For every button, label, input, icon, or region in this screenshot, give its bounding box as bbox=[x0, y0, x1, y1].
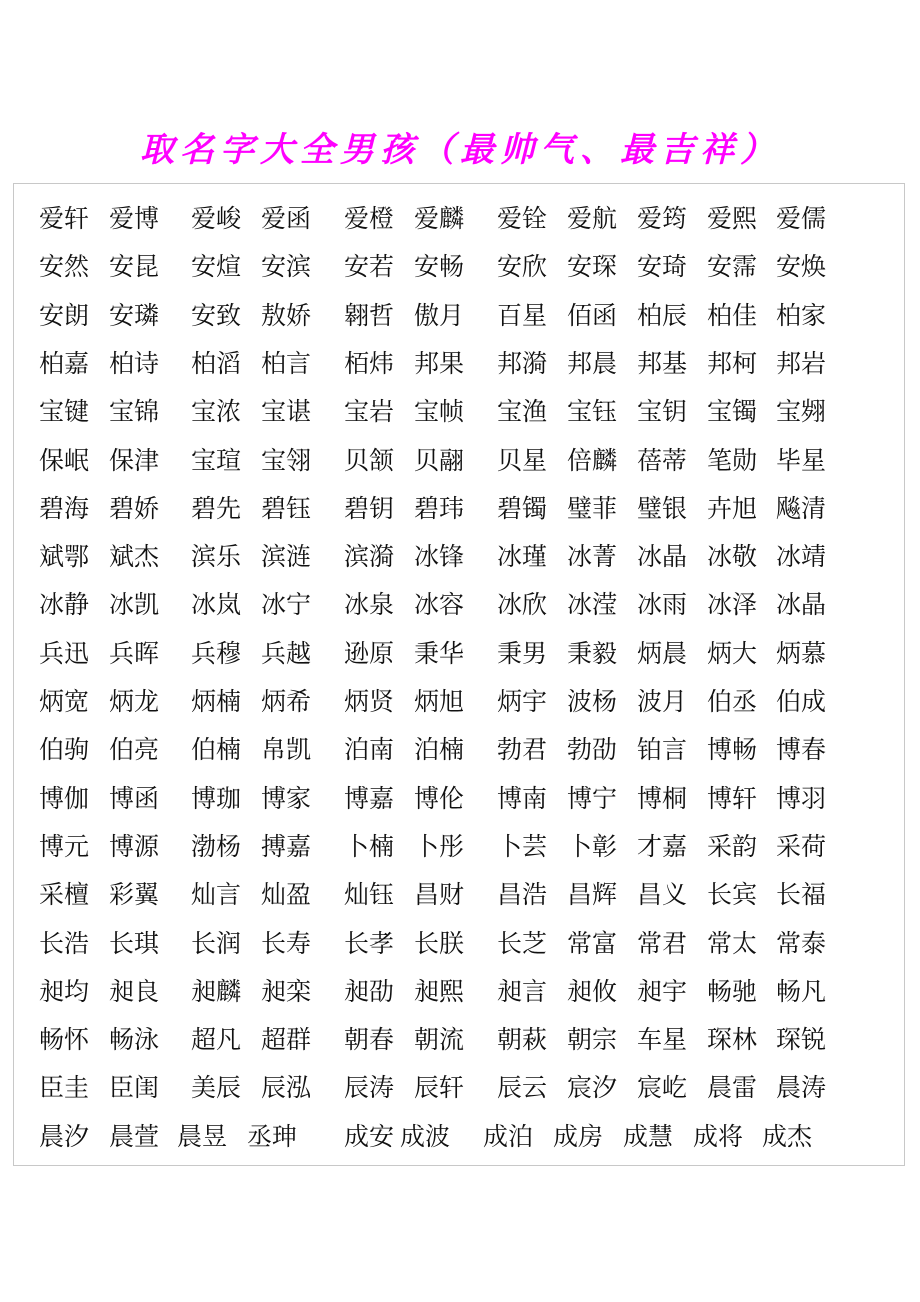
name-entry: 滨涟 bbox=[261, 542, 312, 572]
name-entry: 渤杨 bbox=[191, 831, 242, 861]
name-entry: 爱轩 bbox=[39, 204, 90, 233]
name-entry: 丞珅 bbox=[247, 1121, 298, 1151]
name-entry: 采荷 bbox=[776, 831, 827, 861]
name-entry: 晨涛 bbox=[776, 1073, 827, 1103]
name-entry: 博家 bbox=[261, 783, 312, 813]
name-entry: 卜彰 bbox=[567, 831, 618, 861]
name-entry: 柏诗 bbox=[109, 348, 160, 378]
name-entry: 爱函 bbox=[261, 204, 312, 233]
name-entry: 采韵 bbox=[707, 831, 758, 861]
name-entry: 傲月 bbox=[414, 300, 465, 330]
name-entry: 常泰 bbox=[776, 928, 827, 958]
name-entry: 博桐 bbox=[637, 783, 688, 813]
name-entry: 碧先 bbox=[191, 493, 242, 523]
name-entry: 保津 bbox=[109, 445, 160, 475]
name-entry: 成将 bbox=[693, 1121, 744, 1151]
name-entry: 伯成 bbox=[776, 687, 827, 716]
name-entry: 长孝 bbox=[344, 928, 395, 958]
name-entry: 波杨 bbox=[567, 687, 618, 716]
name-entry: 晨雷 bbox=[707, 1073, 758, 1103]
name-entry: 安致 bbox=[191, 300, 242, 330]
name-entry: 毕星 bbox=[776, 445, 827, 475]
name-entry: 安璘 bbox=[109, 300, 160, 330]
name-entry: 邦漪 bbox=[497, 348, 548, 378]
name-entry: 成杰 bbox=[762, 1121, 813, 1151]
name-row bbox=[14, 199, 904, 239]
name-entry: 长芝 bbox=[497, 928, 548, 958]
name-entry: 常太 bbox=[707, 928, 758, 958]
name-entry: 炳贤 bbox=[344, 687, 395, 716]
name-entry: 碧镯 bbox=[497, 493, 548, 523]
name-entry: 冰宁 bbox=[261, 590, 312, 620]
name-entry: 昌浩 bbox=[497, 880, 548, 910]
name-entry: 彩翼 bbox=[109, 880, 160, 910]
name-entry: 博伦 bbox=[414, 783, 465, 813]
name-entry: 冰雨 bbox=[637, 590, 688, 620]
name-entry: 铂言 bbox=[637, 735, 688, 765]
name-entry: 炳希 bbox=[261, 687, 312, 716]
name-entry: 宝键 bbox=[39, 397, 90, 427]
name-entry: 冰欣 bbox=[497, 590, 548, 620]
name-row bbox=[14, 537, 904, 577]
page-title: 取名字大全男孩（最帅气、最吉祥） bbox=[140, 130, 780, 170]
name-entry: 冰静 bbox=[39, 590, 90, 620]
name-entry: 碧钥 bbox=[344, 493, 395, 523]
name-entry: 安朗 bbox=[39, 300, 90, 330]
name-entry: 晨昱 bbox=[177, 1121, 228, 1151]
name-entry: 冰锋 bbox=[414, 542, 465, 572]
name-entry: 博宁 bbox=[567, 783, 618, 813]
name-entry: 长琪 bbox=[109, 928, 160, 958]
name-row bbox=[14, 344, 904, 384]
name-entry: 碧玮 bbox=[414, 493, 465, 523]
name-row bbox=[14, 779, 904, 819]
name-entry: 敖娇 bbox=[261, 300, 312, 330]
name-row bbox=[14, 682, 904, 722]
name-entry: 冰瑾 bbox=[497, 542, 548, 572]
name-entry: 采檀 bbox=[39, 880, 90, 910]
name-entry: 保岷 bbox=[39, 445, 90, 475]
name-entry: 宝渔 bbox=[497, 397, 548, 427]
name-entry: 昶均 bbox=[39, 976, 90, 1006]
name-entry: 柏辰 bbox=[637, 300, 688, 330]
name-entry: 朝宗 bbox=[567, 1025, 618, 1055]
name-entry: 爱儒 bbox=[776, 204, 827, 233]
name-entry: 炳旭 bbox=[414, 687, 465, 716]
name-row bbox=[14, 489, 904, 529]
name-entry: 笔勋 bbox=[707, 445, 758, 475]
name-entry: 安若 bbox=[344, 252, 395, 282]
name-entry: 安煊 bbox=[191, 252, 242, 282]
name-entry: 超群 bbox=[261, 1025, 312, 1055]
name-entry: 冰敬 bbox=[707, 542, 758, 572]
name-entry: 琛锐 bbox=[776, 1025, 827, 1055]
name-entry: 炳宽 bbox=[39, 687, 90, 716]
name-row bbox=[14, 924, 904, 964]
name-entry: 爱熙 bbox=[707, 204, 758, 233]
name-table bbox=[13, 183, 905, 1166]
name-entry: 栢炜 bbox=[344, 348, 395, 378]
name-row bbox=[14, 441, 904, 481]
name-entry: 晨汐 bbox=[39, 1121, 90, 1151]
name-entry: 昶栾 bbox=[261, 976, 312, 1006]
name-entry: 成房 bbox=[553, 1121, 604, 1151]
name-entry: 畅泳 bbox=[109, 1025, 160, 1055]
name-entry: 翱哲 bbox=[344, 300, 395, 330]
name-entry: 贝颔 bbox=[344, 445, 395, 475]
name-entry: 炳大 bbox=[707, 638, 758, 668]
name-entry: 冰晶 bbox=[637, 542, 688, 572]
name-entry: 灿盈 bbox=[261, 880, 312, 910]
name-entry: 搏嘉 bbox=[261, 831, 312, 861]
name-entry: 安畅 bbox=[414, 252, 465, 282]
name-entry: 炳宇 bbox=[497, 687, 548, 716]
name-entry: 辰云 bbox=[497, 1073, 548, 1103]
name-entry: 昌辉 bbox=[567, 880, 618, 910]
name-entry: 博羽 bbox=[776, 783, 827, 813]
name-entry: 晨萱 bbox=[109, 1121, 160, 1151]
name-entry: 逊原 bbox=[344, 638, 395, 668]
name-entry: 宝镯 bbox=[707, 397, 758, 427]
name-entry: 博源 bbox=[109, 831, 160, 861]
name-entry: 朝春 bbox=[344, 1025, 395, 1055]
name-entry: 安欣 bbox=[497, 252, 548, 282]
name-row bbox=[14, 247, 904, 287]
name-entry: 卉旭 bbox=[707, 493, 758, 523]
name-entry: 炳慕 bbox=[776, 638, 827, 668]
name-entry: 长寿 bbox=[261, 928, 312, 958]
name-entry: 秉男 bbox=[497, 638, 548, 668]
name-entry: 常君 bbox=[637, 928, 688, 958]
name-entry: 柏言 bbox=[261, 348, 312, 378]
name-entry: 博函 bbox=[109, 783, 160, 813]
name-entry: 泊南 bbox=[344, 735, 395, 765]
name-entry: 碧海 bbox=[39, 493, 90, 523]
name-entry: 伯驹 bbox=[39, 735, 90, 765]
name-entry: 冰滢 bbox=[567, 590, 618, 620]
name-entry: 朝流 bbox=[414, 1025, 465, 1055]
name-entry: 昶劭 bbox=[344, 976, 395, 1006]
name-entry: 成慧 bbox=[623, 1121, 674, 1151]
name-entry: 炳龙 bbox=[109, 687, 160, 716]
name-entry: 冰岚 bbox=[191, 590, 242, 620]
name-entry: 成泊 bbox=[483, 1121, 534, 1151]
name-entry: 柏嘉 bbox=[39, 348, 90, 378]
name-entry: 常富 bbox=[567, 928, 618, 958]
name-entry: 才嘉 bbox=[637, 831, 688, 861]
name-entry: 秉毅 bbox=[567, 638, 618, 668]
name-entry: 爱筠 bbox=[637, 204, 688, 233]
name-entry: 昶攸 bbox=[567, 976, 618, 1006]
name-entry: 滨乐 bbox=[191, 542, 242, 572]
name-entry: 安昆 bbox=[109, 252, 160, 282]
name-entry: 璧银 bbox=[637, 493, 688, 523]
name-entry: 秉华 bbox=[414, 638, 465, 668]
name-entry: 长朕 bbox=[414, 928, 465, 958]
name-row bbox=[14, 634, 904, 674]
name-entry: 滨漪 bbox=[344, 542, 395, 572]
name-entry: 卜芸 bbox=[497, 831, 548, 861]
name-entry: 邦晨 bbox=[567, 348, 618, 378]
name-entry: 安霈 bbox=[707, 252, 758, 282]
name-entry: 碧娇 bbox=[109, 493, 160, 523]
name-entry: 长润 bbox=[191, 928, 242, 958]
name-entry: 臣闺 bbox=[109, 1073, 160, 1103]
name-entry: 宝锦 bbox=[109, 397, 160, 427]
name-entry: 昶宇 bbox=[637, 976, 688, 1006]
name-entry: 昌义 bbox=[637, 880, 688, 910]
name-entry: 安滨 bbox=[261, 252, 312, 282]
name-entry: 宝岩 bbox=[344, 397, 395, 427]
name-entry: 灿言 bbox=[191, 880, 242, 910]
name-entry: 炳晨 bbox=[637, 638, 688, 668]
name-entry: 成安 bbox=[344, 1121, 395, 1151]
name-entry: 勃劭 bbox=[567, 735, 618, 765]
name-entry: 邦果 bbox=[414, 348, 465, 378]
name-entry: 辰泓 bbox=[261, 1073, 312, 1103]
name-entry: 伯楠 bbox=[191, 735, 242, 765]
name-entry: 长浩 bbox=[39, 928, 90, 958]
name-row bbox=[14, 972, 904, 1012]
name-entry: 宝瑄 bbox=[191, 445, 242, 475]
name-entry: 博元 bbox=[39, 831, 90, 861]
name-entry: 爱航 bbox=[567, 204, 618, 233]
name-entry: 伯亮 bbox=[109, 735, 160, 765]
name-entry: 邦基 bbox=[637, 348, 688, 378]
name-entry: 博伽 bbox=[39, 783, 90, 813]
name-entry: 畅凡 bbox=[776, 976, 827, 1006]
name-entry: 爱博 bbox=[109, 204, 160, 233]
name-entry: 安焕 bbox=[776, 252, 827, 282]
name-row bbox=[14, 1117, 904, 1157]
name-entry: 倍麟 bbox=[567, 445, 618, 475]
name-entry: 博轩 bbox=[707, 783, 758, 813]
name-entry: 百星 bbox=[497, 300, 548, 330]
name-entry: 飚清 bbox=[776, 493, 827, 523]
name-entry: 博南 bbox=[497, 783, 548, 813]
name-row bbox=[14, 1020, 904, 1060]
name-entry: 勃君 bbox=[497, 735, 548, 765]
name-entry: 伯丞 bbox=[707, 687, 758, 716]
name-entry: 冰晶 bbox=[776, 590, 827, 620]
name-row bbox=[14, 730, 904, 770]
name-entry: 爱峻 bbox=[191, 204, 242, 233]
name-entry: 博珈 bbox=[191, 783, 242, 813]
name-entry: 博畅 bbox=[707, 735, 758, 765]
name-entry: 冰泽 bbox=[707, 590, 758, 620]
name-entry: 宝翎 bbox=[261, 445, 312, 475]
name-entry: 斌鄂 bbox=[39, 542, 90, 572]
name-entry: 朝萩 bbox=[497, 1025, 548, 1055]
name-entry: 成波 bbox=[400, 1121, 451, 1151]
name-row bbox=[14, 827, 904, 867]
name-entry: 长福 bbox=[776, 880, 827, 910]
name-entry: 柏家 bbox=[776, 300, 827, 330]
name-entry: 宝谌 bbox=[261, 397, 312, 427]
name-entry: 爱橙 bbox=[344, 204, 395, 233]
name-entry: 帛凯 bbox=[261, 735, 312, 765]
name-row bbox=[14, 585, 904, 625]
name-entry: 泊楠 bbox=[414, 735, 465, 765]
name-entry: 冰靖 bbox=[776, 542, 827, 572]
name-entry: 邦岩 bbox=[776, 348, 827, 378]
name-entry: 昌财 bbox=[414, 880, 465, 910]
name-entry: 柏佳 bbox=[707, 300, 758, 330]
name-entry: 琛林 bbox=[707, 1025, 758, 1055]
name-entry: 宝浓 bbox=[191, 397, 242, 427]
name-entry: 炳楠 bbox=[191, 687, 242, 716]
name-entry: 车星 bbox=[637, 1025, 688, 1055]
name-entry: 斌杰 bbox=[109, 542, 160, 572]
name-entry: 邦柯 bbox=[707, 348, 758, 378]
name-entry: 宝钥 bbox=[637, 397, 688, 427]
name-entry: 波月 bbox=[637, 687, 688, 716]
name-entry: 安琦 bbox=[637, 252, 688, 282]
name-entry: 安琛 bbox=[567, 252, 618, 282]
name-entry: 佰函 bbox=[567, 300, 618, 330]
name-entry: 碧钰 bbox=[261, 493, 312, 523]
name-entry: 卜彤 bbox=[414, 831, 465, 861]
name-row bbox=[14, 296, 904, 336]
name-entry: 安然 bbox=[39, 252, 90, 282]
name-entry: 兵越 bbox=[261, 638, 312, 668]
name-entry: 博春 bbox=[776, 735, 827, 765]
name-entry: 臣圭 bbox=[39, 1073, 90, 1103]
name-entry: 宝钰 bbox=[567, 397, 618, 427]
name-entry: 长宾 bbox=[707, 880, 758, 910]
name-entry: 兵迅 bbox=[39, 638, 90, 668]
name-entry: 贝翮 bbox=[414, 445, 465, 475]
name-entry: 蓓蒂 bbox=[637, 445, 688, 475]
name-entry: 美辰 bbox=[191, 1073, 242, 1103]
name-entry: 兵穆 bbox=[191, 638, 242, 668]
name-entry: 昶麟 bbox=[191, 976, 242, 1006]
name-entry: 爱麟 bbox=[414, 204, 465, 233]
name-entry: 冰泉 bbox=[344, 590, 395, 620]
name-entry: 灿钰 bbox=[344, 880, 395, 910]
name-entry: 昶言 bbox=[497, 976, 548, 1006]
name-entry: 宸汐 bbox=[567, 1073, 618, 1103]
name-row bbox=[14, 392, 904, 432]
name-row bbox=[14, 1068, 904, 1108]
name-entry: 柏滔 bbox=[191, 348, 242, 378]
name-entry: 璧菲 bbox=[567, 493, 618, 523]
name-entry: 超凡 bbox=[191, 1025, 242, 1055]
name-entry: 畅驰 bbox=[707, 976, 758, 1006]
name-entry: 辰涛 bbox=[344, 1073, 395, 1103]
name-entry: 宝帧 bbox=[414, 397, 465, 427]
name-entry: 卜楠 bbox=[344, 831, 395, 861]
name-entry: 昶良 bbox=[109, 976, 160, 1006]
name-entry: 贝星 bbox=[497, 445, 548, 475]
name-entry: 冰容 bbox=[414, 590, 465, 620]
name-entry: 冰凯 bbox=[109, 590, 160, 620]
name-entry: 宸屹 bbox=[637, 1073, 688, 1103]
name-row bbox=[14, 875, 904, 915]
name-entry: 昶熙 bbox=[414, 976, 465, 1006]
name-entry: 辰轩 bbox=[414, 1073, 465, 1103]
name-entry: 爱铨 bbox=[497, 204, 548, 233]
name-entry: 宝翙 bbox=[776, 397, 827, 427]
name-entry: 兵晖 bbox=[109, 638, 160, 668]
name-entry: 冰菁 bbox=[567, 542, 618, 572]
name-entry: 畅怀 bbox=[39, 1025, 90, 1055]
name-entry: 博嘉 bbox=[344, 783, 395, 813]
